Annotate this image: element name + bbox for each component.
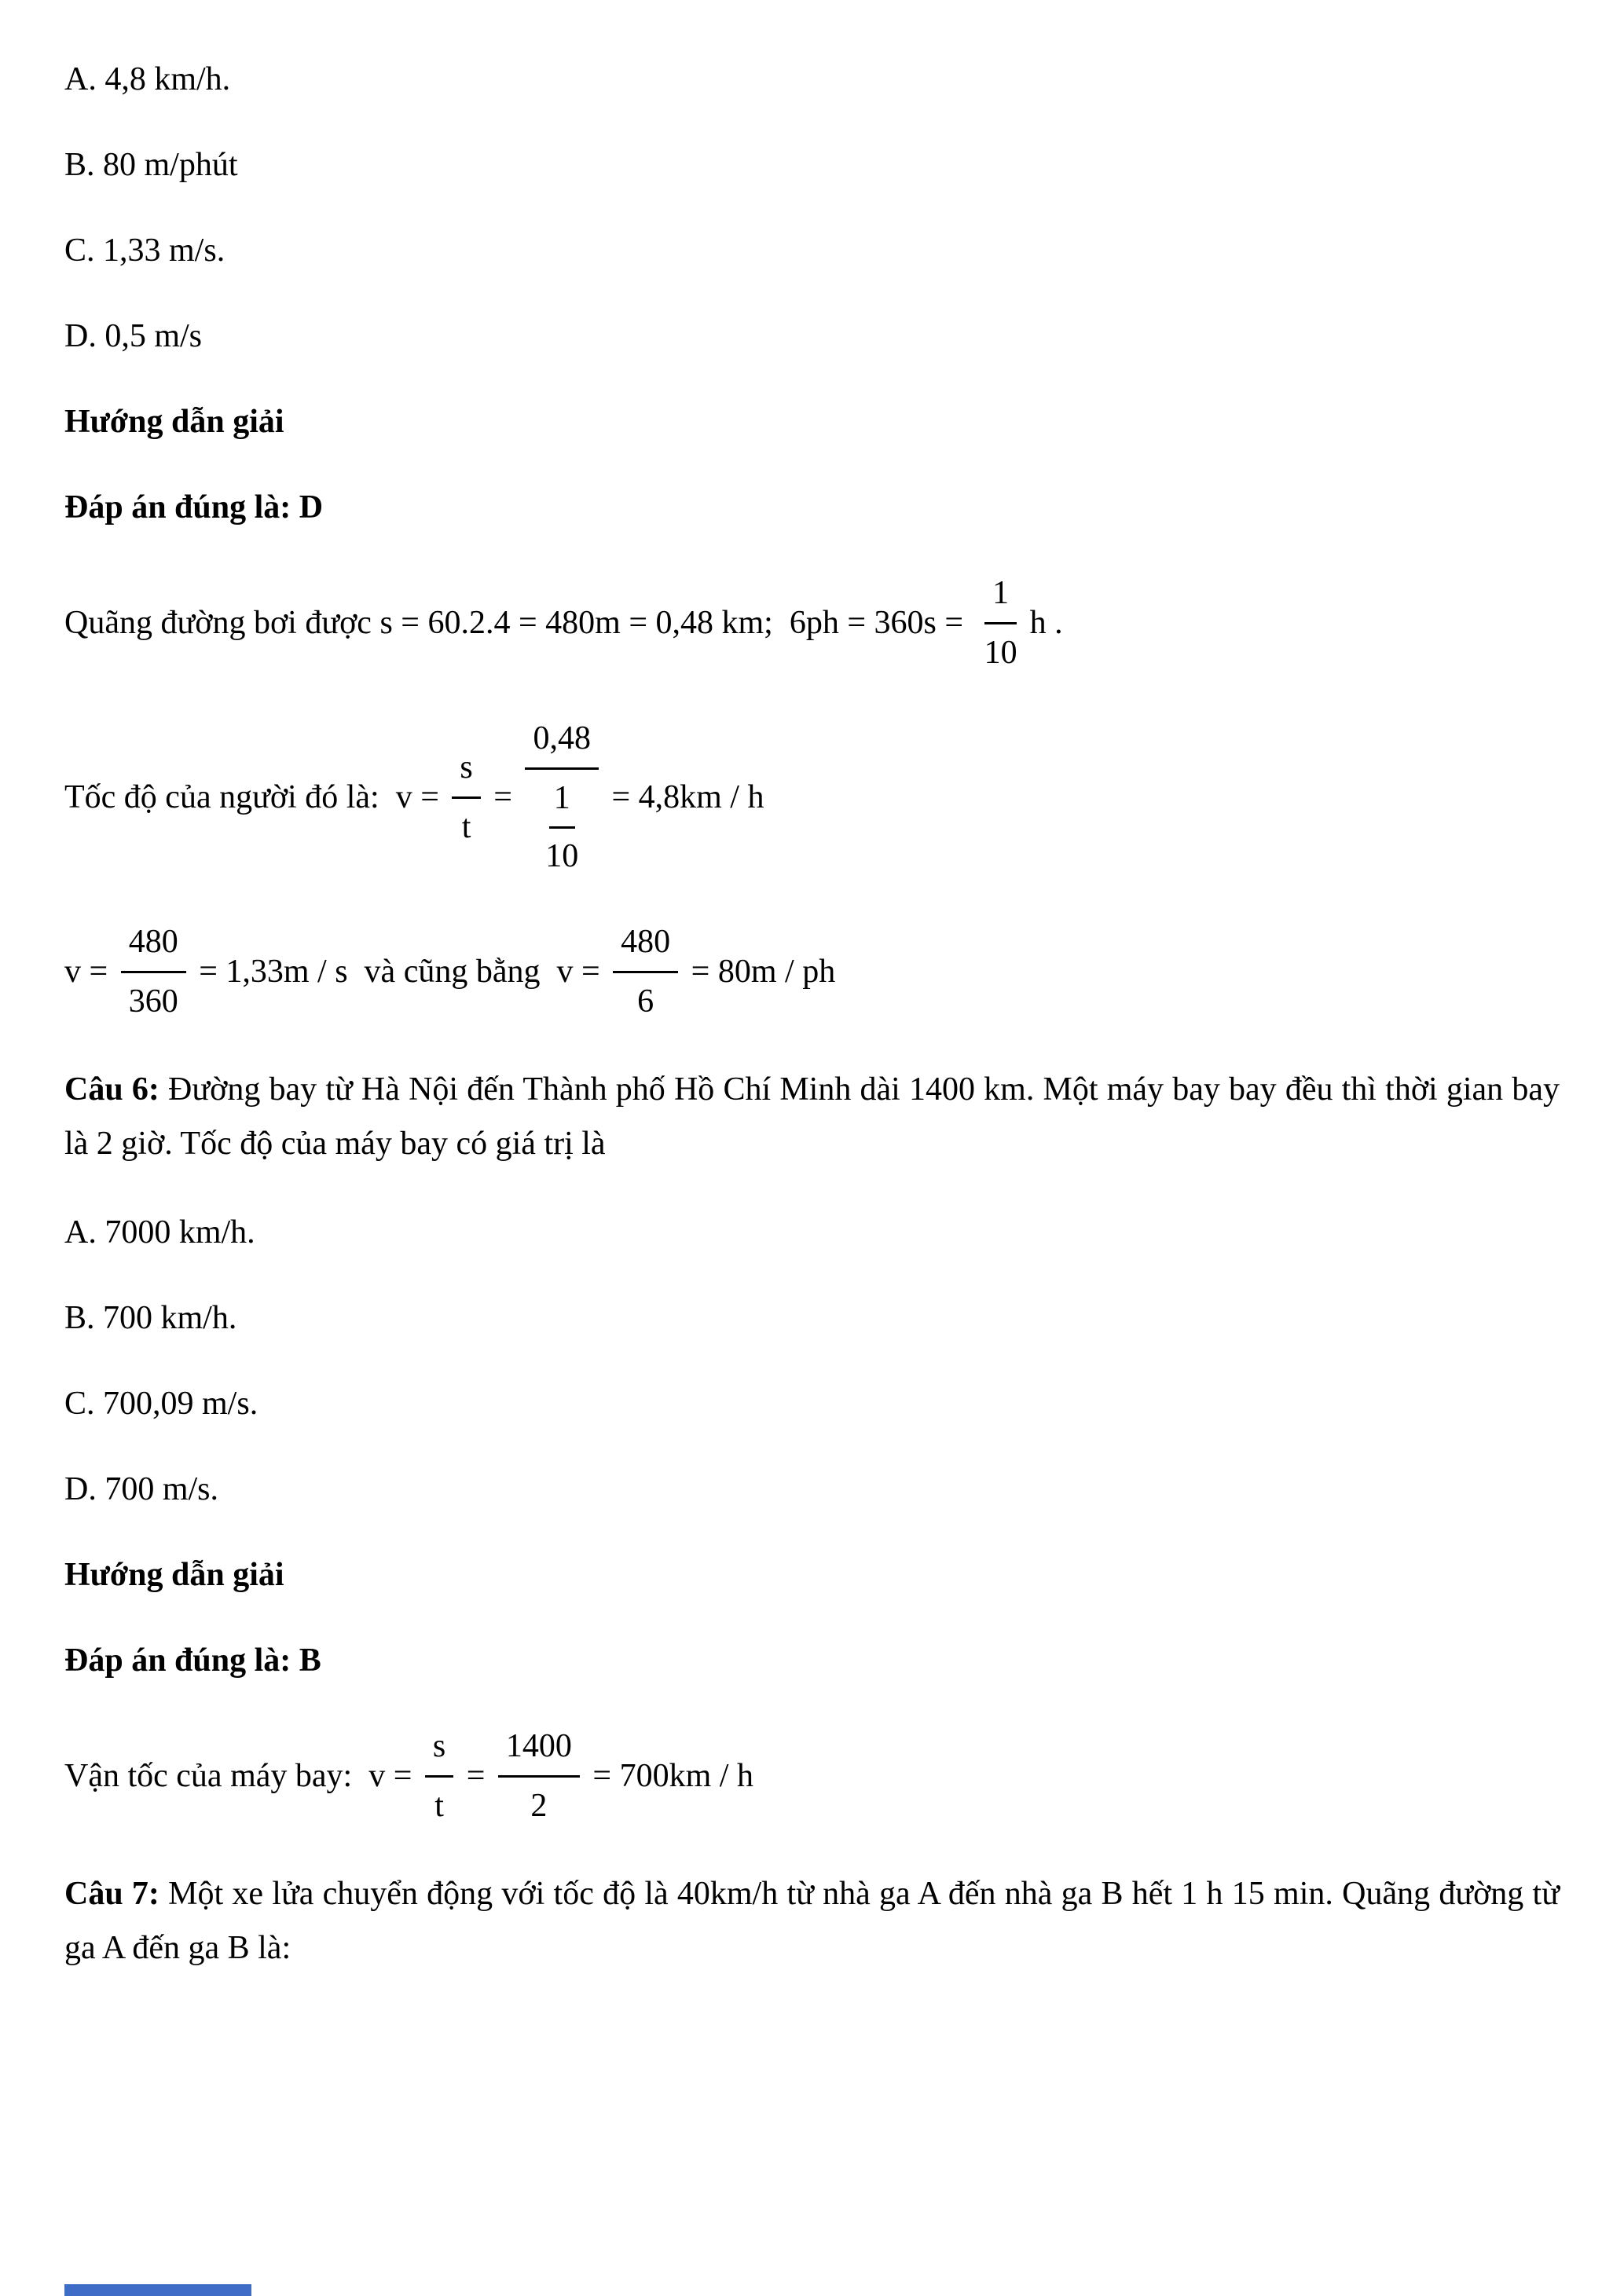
q6-statement-paragraph: [64, 1063, 1560, 1172]
fraction-denominator: t: [461, 809, 471, 845]
q6-sol-equals: =: [458, 1757, 493, 1794]
q6-sol-text-1: Vận tốc của máy bay: v =: [64, 1757, 420, 1794]
q6-option-c: C. 700,09 m/s.: [64, 1385, 258, 1422]
fraction-denominator: 360: [128, 983, 178, 1020]
fraction-denominator: 2: [530, 1787, 548, 1824]
q5-solution-line-1: [64, 569, 1560, 678]
q6-option-b: B. 700 km/h.: [64, 1299, 237, 1336]
q5-solution-line-3: [64, 917, 1560, 1027]
q7-statement-text: Một xe lửa chuyển động với tốc độ là 40km/h từ nhà ga A đến nhà ga B hết 1 h 15 min. Quãng đường từ ga A đến ga B là:: [64, 1875, 1560, 1966]
fraction-numerator: s: [425, 1722, 453, 1778]
q6-solution-line: [64, 1722, 1560, 1831]
fraction-numerator: 480: [613, 917, 678, 973]
fraction-denominator: 10: [984, 635, 1017, 671]
fraction-480-over-6: [613, 917, 678, 1027]
q5-option-c: C. 1,33 m/s.: [64, 233, 225, 269]
q5-sol2-text-2: = 4,8km / h: [603, 779, 764, 815]
q5-option-d: D. 0,5 m/s: [64, 318, 203, 354]
q5-solution-line-2: [64, 714, 1560, 881]
fraction-s-over-t: [452, 743, 480, 852]
q6-label: Câu 6:: [64, 1071, 159, 1108]
q5-sol3-text-1: v =: [64, 954, 116, 990]
fraction-numerator: 480: [121, 917, 186, 973]
q5-option-b: B. 80 m/phút: [64, 147, 238, 183]
q5-sol3-text-3: = 80m / ph: [683, 954, 836, 990]
partial-highlighted-next-line: [64, 2284, 251, 2296]
fraction-numerator: 0,48: [525, 714, 599, 770]
fraction-1400-over-2: [498, 1722, 580, 1831]
q5-sol2-equals: =: [485, 779, 521, 815]
fraction-numerator: s: [452, 743, 480, 799]
q5-sol3-text-2: = 1,33m / s và cũng bằng v =: [190, 954, 609, 990]
q5-sol2-text-1: Tốc độ của người đó là: v =: [64, 779, 448, 815]
fraction-s-over-t: [425, 1722, 453, 1831]
fraction-denominator: 6: [637, 983, 654, 1020]
q5-guide-heading: Hướng dẫn giải: [64, 404, 284, 440]
fraction-denominator: 10: [545, 838, 579, 874]
q5-answer-line: Đáp án đúng là: D: [64, 489, 324, 525]
fraction-1-over-10: [977, 569, 1025, 678]
q6-statement-text: Đường bay từ Hà Nội đến Thành phố Hồ Chí Minh dài 1400 km. Một máy bay bay đều thì thời gian bay là 2 giờ. Tốc độ của máy bay có giá trị là: [64, 1071, 1560, 1163]
q5-sol1-text-1: Quãng đường bơi được s = 60.2.4 = 480m = 0,48 km; 6ph = 360s =: [64, 605, 972, 641]
fraction-numerator: 1400: [498, 1722, 580, 1778]
q6-option-a: A. 7000 km/h.: [64, 1214, 255, 1251]
fraction-numerator: 1: [984, 569, 1017, 624]
q5-option-a: A. 4,8 km/h.: [64, 61, 231, 97]
q6-guide-heading: Hướng dẫn giải: [64, 1556, 284, 1593]
q5-sol1-text-2: h .: [1029, 605, 1063, 641]
fraction-denominator: t: [434, 1787, 444, 1824]
q6-option-d: D. 700 m/s.: [64, 1470, 219, 1507]
q6-answer-line: Đáp án đúng là: B: [64, 1642, 321, 1679]
fraction-nested-048-over-1-10: [525, 714, 599, 881]
fraction-inner-1-over-10: [541, 774, 583, 881]
fraction-denominator: [533, 770, 591, 881]
fraction-numerator: 1: [549, 774, 575, 829]
q7-statement-paragraph: [64, 1867, 1560, 1976]
q7-label: Câu 7:: [64, 1875, 159, 1912]
fraction-480-over-360: [121, 917, 186, 1027]
q6-sol-text-2: = 700km / h: [584, 1757, 753, 1794]
